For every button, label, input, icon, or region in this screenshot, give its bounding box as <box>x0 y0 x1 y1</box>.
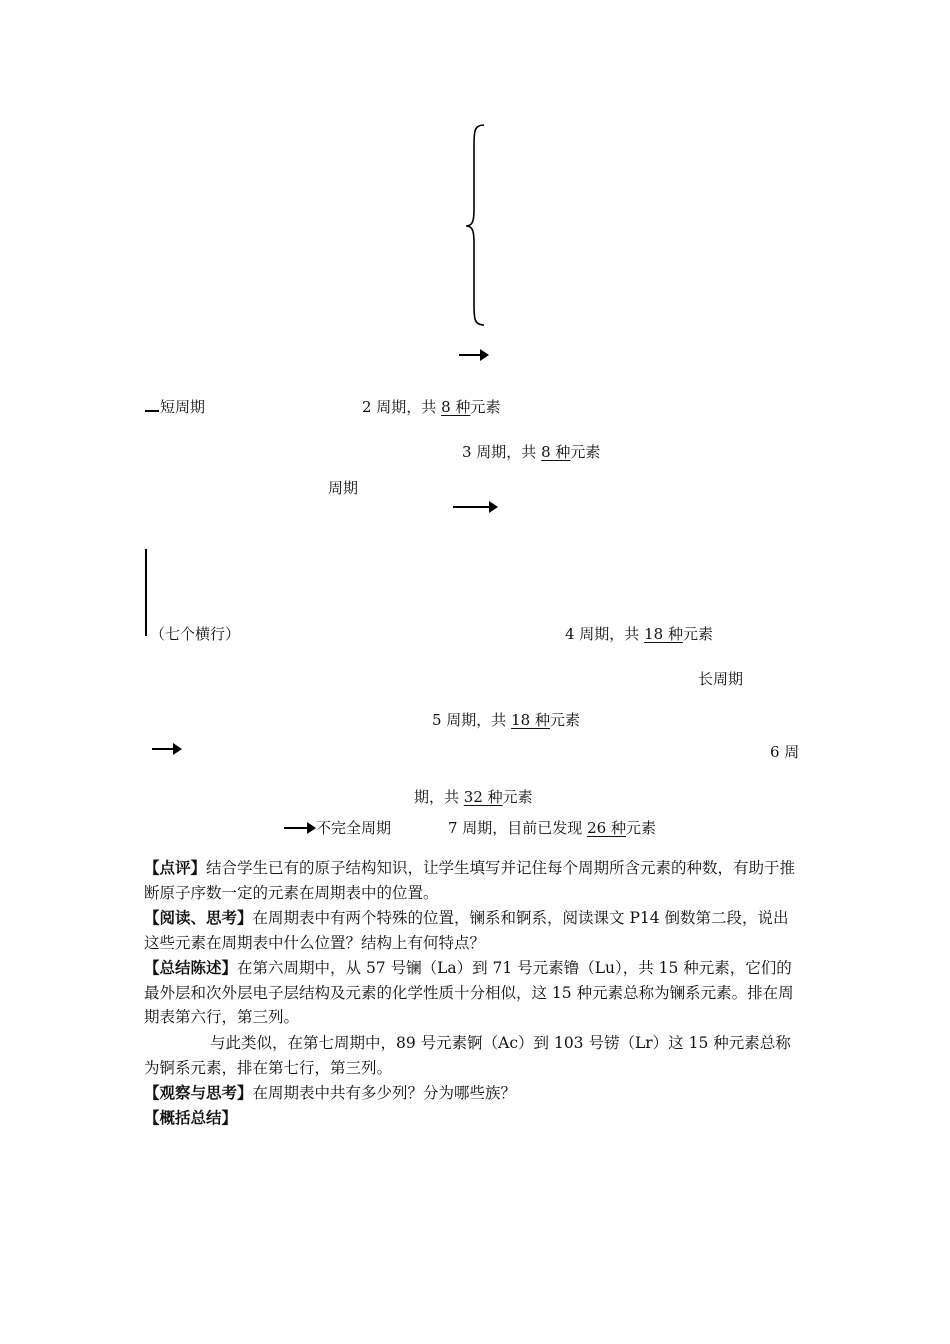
arrow-icon <box>453 501 498 513</box>
generalize-label: 【概括总结】 <box>144 1109 238 1127</box>
observe-label: 【观察与思考】 <box>144 1084 253 1102</box>
short-dash <box>145 410 159 412</box>
period-4-line: 4 周期，共 18 种元素 <box>565 625 713 643</box>
summary-paragraph: 【总结陈述】在第六周期中，从 57 号镧（La）到 71 号元素镥（Lu），共 15 种元素，它们的最外层和次外层电子层结构及元素的化学性质十分相似，这 15 种元素总称为镧系元素。排在周期表第六行，第三列。 <box>144 959 794 1026</box>
summary-label: 【总结陈述】 <box>144 959 238 977</box>
observe-paragraph: 【观察与思考】在周期表中共有多少列？分为哪些族？ <box>144 1084 517 1102</box>
comment-paragraph: 【点评】结合学生已有的原子结构知识，让学生填写并记住每个周期所含元素的种数，有助于推断原子序数一定的元素在周期表中的位置。 <box>144 859 796 902</box>
arrow-icon <box>152 743 182 755</box>
generalize-paragraph <box>144 1106 804 1131</box>
short-period-label: 短周期 <box>160 398 206 416</box>
period-label: 周期 <box>328 479 359 497</box>
period-6-start: 6 周 <box>770 743 800 761</box>
period-6-line: 期，共 32 种元素 <box>414 788 533 806</box>
read-think-label: 【阅读、思考】 <box>144 909 253 927</box>
read-think-paragraph: 【阅读、思考】在周期表中有两个特殊的位置，镧系和锕系，阅读课文 P14 倒数第二段，说出这些元素在周期表中什么位置？结构上有何特点？ <box>144 909 789 952</box>
arrow-icon <box>284 822 316 834</box>
long-period-label: 长周期 <box>698 670 744 688</box>
seven-rows-label: （七个横行） <box>150 625 241 643</box>
comment-label: 【点评】 <box>144 859 207 877</box>
vertical-bar <box>145 549 147 636</box>
period-2-line: 2 周期，共 8 种元素 <box>362 398 501 416</box>
arrow-icon <box>459 349 489 361</box>
actinide-paragraph: 与此类似，在第七周期中，89 号元素锕（Ac）到 103 号铹（Lr）这 15 种元素总称为锕系元素，排在第七行，第三列。 <box>144 1034 791 1077</box>
incomplete-period-label: 不完全周期 <box>316 819 392 837</box>
period-3-line: 3 周期，共 8 种元素 <box>462 443 601 461</box>
curly-brace <box>462 122 492 328</box>
period-7-line: 7 周期，目前已发现 26 种元素 <box>448 819 656 837</box>
period-5-line: 5 周期，共 18 种元素 <box>432 711 580 729</box>
